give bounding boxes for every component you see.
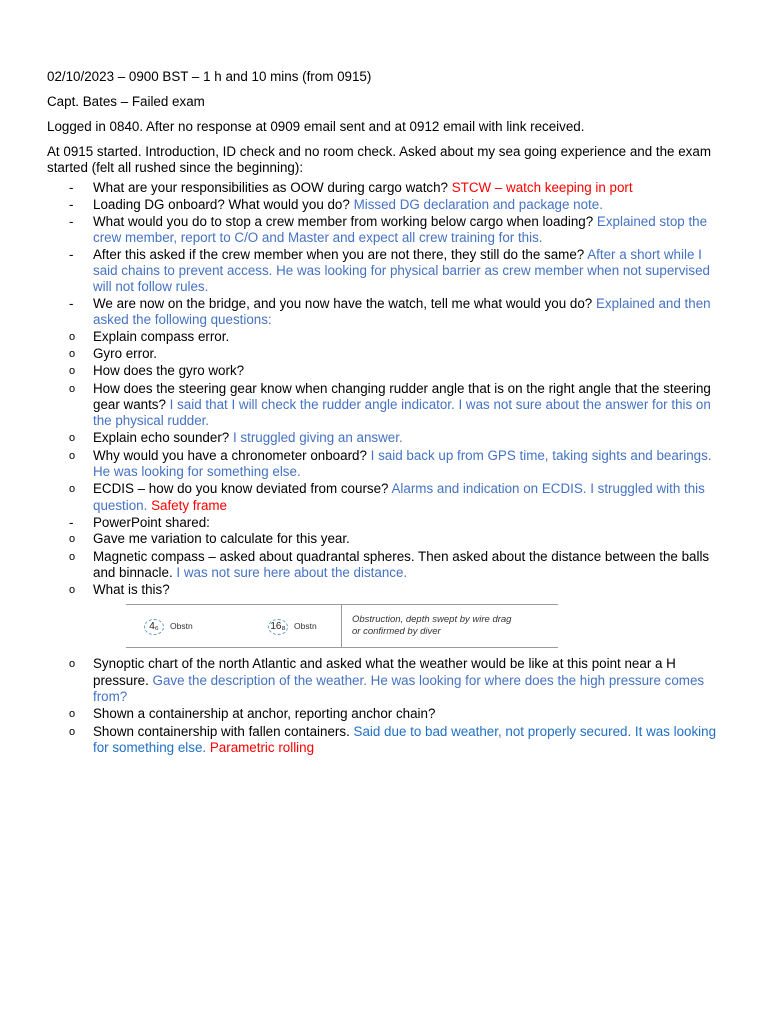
circle-bullet: o [69, 365, 76, 378]
question-text: PowerPoint shared: [93, 514, 210, 530]
circle-bullet: o [69, 382, 76, 395]
note-red: STCW – watch keeping in port [451, 180, 633, 195]
answer-text: I said back up from GPS time, taking sights and bearings. He was looking for something else. [93, 447, 712, 480]
question-text: Explain compass error. [93, 328, 230, 344]
symbol-label: Obstn [170, 621, 193, 632]
header-examiner: Capt. Bates – Failed exam [47, 94, 205, 109]
powerpoint-sublist [47, 531, 727, 756]
question-text: After this asked if the crew member when you are not there, they still do the same? [93, 246, 588, 262]
answer-text: I was not sure here about the distance. [176, 564, 408, 580]
answer-text: I said that I will check the rudder angle indicator. I was not sure about the answer for this on the physical rudder. [93, 396, 711, 429]
header-start: At 0915 started. Introduction, ID check and no room check. Asked about my sea going experience and the exam started (felt all rushed since the beginning): [47, 144, 711, 175]
sub-item [47, 549, 727, 582]
circle-bullet: o [69, 330, 76, 343]
circle-bullet: o [69, 483, 76, 496]
dash-bullet: - [69, 180, 74, 195]
note-red: Parametric rolling [209, 739, 315, 755]
question-text: What are your responsibilities as OOW during cargo watch? [93, 180, 452, 195]
question-text: We are now on the bridge, and you now have the watch, tell me what would you do? [93, 296, 596, 312]
sub-item [47, 430, 727, 446]
question-text: Magnetic compass – asked about quadrantal spheres. Then asked about the distance between the balls and binnacle. [93, 548, 710, 580]
circle-bullet: o [69, 658, 76, 671]
sub-item [47, 448, 727, 481]
list-item [47, 197, 727, 213]
header-date: 02/10/2023 – 0900 BST – 1 h and 10 mins (from 0915) [47, 69, 372, 84]
dash-bullet: - [69, 514, 74, 530]
question-text: Gave me variation to calculate for this year. [93, 531, 350, 547]
sub-item [47, 346, 727, 362]
dash-bullet: - [69, 246, 74, 262]
dash-bullet: - [69, 213, 74, 229]
symbol-label: Obstn [294, 621, 317, 632]
sub-item [47, 329, 727, 345]
question-text: How does the gyro work? [93, 363, 245, 379]
answer-text: Explained stop the crew member, report to C/O and Master and expect all crew training for this. [93, 213, 708, 245]
list-item [47, 214, 727, 247]
question-text: How does the steering gear know when changing rudder angle that is on the right angle that the steering gear wants? [93, 380, 711, 412]
question-text: Explain echo sounder? [93, 430, 233, 446]
circle-bullet: o [69, 533, 76, 546]
figure-divider [341, 605, 342, 647]
question-text: Shown a containership at anchor, reporting anchor chain? [93, 706, 436, 722]
question-text: Shown containership with fallen containers. [93, 723, 354, 739]
bridge-sublist [47, 329, 727, 514]
sub-item [47, 706, 727, 722]
sub-item [47, 381, 727, 430]
question-list [47, 180, 727, 756]
chart-symbol-figure [126, 604, 558, 648]
sounding-circle-icon: 16₈ [268, 619, 288, 635]
circle-bullet: o [69, 725, 76, 738]
circle-bullet: o [69, 449, 76, 462]
sub-item [47, 363, 727, 379]
circle-bullet: o [69, 708, 76, 721]
question-text: Gyro error. [93, 345, 157, 361]
question-text: ECDIS – how do you know deviated from course? [93, 481, 392, 497]
description-line: or confirmed by diver [352, 626, 441, 638]
answer-text: Explained and then asked the following questions: [93, 296, 711, 328]
description-line: Obstruction, depth swept by wire drag [352, 614, 512, 626]
sounding-circle-icon: 4₆ [144, 619, 164, 635]
circle-bullet: o [69, 432, 76, 445]
obstruction-symbol-1 [144, 618, 193, 634]
figure-description [352, 614, 511, 638]
document-page [47, 69, 727, 757]
question-text: Why would you have a chronometer onboard? [93, 447, 371, 463]
list-item [47, 515, 727, 756]
circle-bullet: o [69, 550, 76, 563]
question-text: What would you do to stop a crew member from working below cargo when loading? [93, 213, 597, 229]
answer-text: Alarms and indication on ECDIS. I struggled with this question. [93, 481, 705, 513]
question-text: What is this? [93, 582, 170, 598]
sub-item [47, 656, 727, 705]
answer-text: Missed DG declaration and package note. [353, 196, 603, 212]
list-item [47, 247, 727, 296]
sub-item [47, 582, 727, 648]
answer-text: After a short while I said chains to prevent access. He was looking for physical barrier as crew member when not supervised will not follow rules. [93, 246, 710, 295]
answer-text: Gave the description of the weather. He was looking for where does the high pressure comes from? [93, 672, 705, 705]
sub-item [47, 531, 727, 547]
sub-item [47, 481, 727, 514]
header-login: Logged in 0840. After no response at 0909 email sent and at 0912 email with link received. [47, 119, 585, 134]
answer-text: Said due to bad weather, not properly secured. It was looking for something else. [93, 723, 717, 755]
sub-item [47, 724, 727, 757]
dash-bullet: - [69, 196, 74, 212]
question-text: Loading DG onboard? What would you do? [93, 196, 354, 212]
circle-bullet: o [69, 347, 76, 360]
answer-text: I struggled giving an answer. [232, 430, 403, 446]
dash-bullet: - [69, 296, 74, 312]
circle-bullet: o [69, 584, 76, 597]
list-item [47, 180, 727, 196]
obstruction-symbol-2 [268, 618, 317, 634]
list-item [47, 296, 727, 514]
question-text: Synoptic chart of the north Atlantic and asked what the weather would be like at this point near a H pressure. [93, 656, 676, 688]
note-red: Safety frame [151, 497, 227, 513]
